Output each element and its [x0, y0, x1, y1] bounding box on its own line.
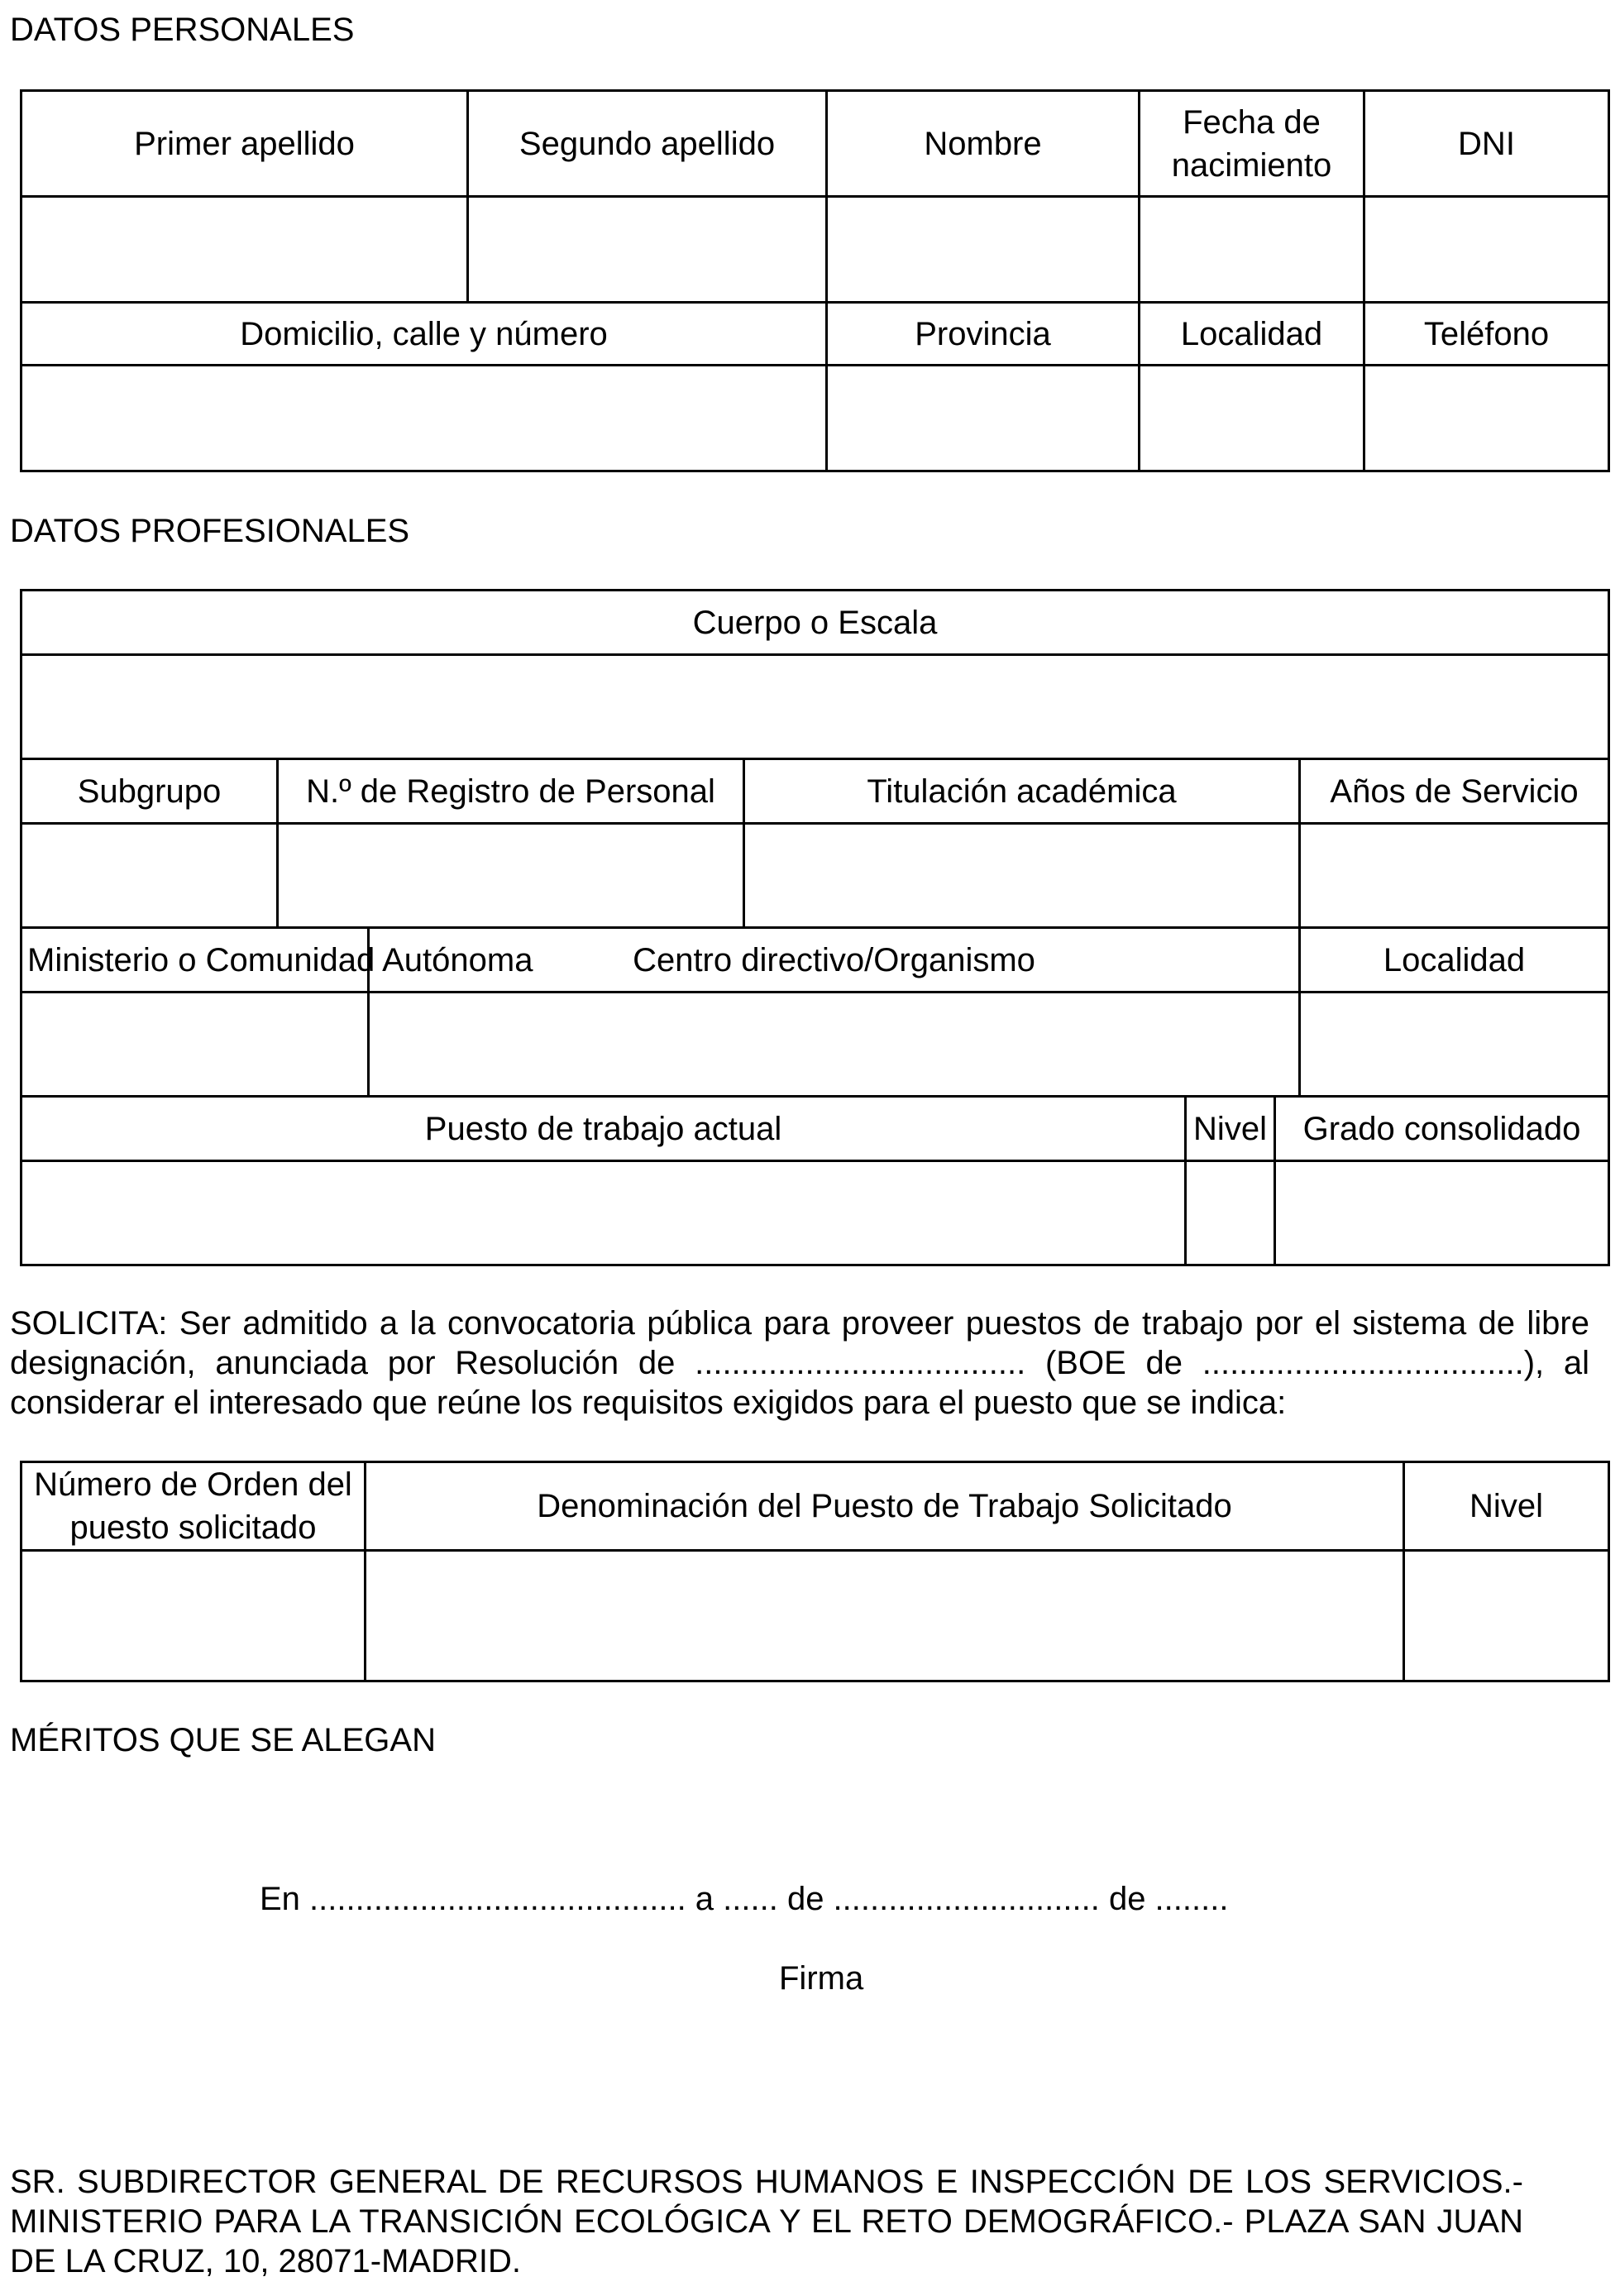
label-primer-apellido: Primer apellido [22, 91, 468, 197]
label-nivel-solicitado: Nivel [1404, 1462, 1609, 1551]
label-anos-servicio: Años de Servicio [1300, 759, 1609, 824]
field-ministerio[interactable] [22, 993, 369, 1097]
place-date-line: En ......................................... a ...... de ............................. de ........ [260, 1881, 1229, 1917]
label-centro-directivo: Centro directivo/Organismo [369, 928, 1300, 993]
field-numero-orden[interactable] [22, 1551, 366, 1681]
label-dni: DNI [1364, 91, 1609, 197]
label-subgrupo: Subgrupo [22, 759, 278, 824]
label-nombre: Nombre [827, 91, 1140, 197]
label-domicilio: Domicilio, calle y número [22, 303, 827, 366]
field-fecha-nacimiento[interactable] [1140, 197, 1364, 303]
field-anos-servicio[interactable] [1300, 824, 1609, 928]
field-centro-directivo[interactable] [369, 993, 1300, 1097]
label-puesto-actual: Puesto de trabajo actual [22, 1097, 1186, 1161]
label-denominacion-puesto: Denominación del Puesto de Trabajo Solicitado [366, 1462, 1404, 1551]
field-telefono[interactable] [1364, 366, 1609, 471]
field-subgrupo[interactable] [22, 824, 278, 928]
field-localidad-personal[interactable] [1140, 366, 1364, 471]
meritos-heading: MÉRITOS QUE SE ALEGAN [10, 1722, 436, 1758]
datos-personales-heading: DATOS PERSONALES [10, 12, 355, 48]
field-registro-personal[interactable] [278, 824, 744, 928]
field-denominacion-puesto[interactable] [366, 1551, 1404, 1681]
field-nivel-solicitado[interactable] [1404, 1551, 1609, 1681]
label-nivel-actual: Nivel [1186, 1097, 1275, 1161]
label-segundo-apellido: Segundo apellido [468, 91, 827, 197]
label-telefono: Teléfono [1364, 303, 1609, 366]
field-primer-apellido[interactable] [22, 197, 468, 303]
label-titulacion: Titulación académica [744, 759, 1300, 824]
label-provincia: Provincia [827, 303, 1140, 366]
label-ministerio: Ministerio o Comunidad Autónoma [22, 928, 369, 993]
field-segundo-apellido[interactable] [468, 197, 827, 303]
field-domicilio[interactable] [22, 366, 827, 471]
puesto-solicitado-table [20, 1461, 1610, 1682]
firma-label: Firma [779, 1960, 864, 1997]
field-titulacion[interactable] [744, 824, 1300, 928]
field-cuerpo-escala[interactable] [22, 655, 1609, 759]
label-localidad-personal: Localidad [1140, 303, 1364, 366]
datos-profesionales-heading: DATOS PROFESIONALES [10, 513, 410, 549]
field-dni[interactable] [1364, 197, 1609, 303]
field-nivel-actual[interactable] [1186, 1161, 1275, 1265]
field-grado-consolidado[interactable] [1275, 1161, 1609, 1265]
solicita-paragraph: SOLICITA: Ser admitido a la convocatoria pública para proveer puestos de trabajo por el sistema de libre designación, anunciada por Resolución de .................................... (BOE de ...................................), al considerar el interesado que reúne los requisitos exigidos para el puesto que se indica: [10, 1305, 1589, 1421]
label-cuerpo-escala: Cuerpo o Escala [22, 591, 1609, 655]
label-grado-consolidado: Grado consolidado [1275, 1097, 1609, 1161]
field-puesto-actual[interactable] [22, 1161, 1186, 1265]
field-nombre[interactable] [827, 197, 1140, 303]
label-localidad-profesional: Localidad [1300, 928, 1609, 993]
datos-profesionales-table [20, 589, 1610, 1266]
datos-personales-table [20, 89, 1610, 472]
label-fecha-nacimiento: Fecha de nacimiento [1140, 91, 1364, 197]
label-numero-orden: Número de Orden del puesto solicitado [22, 1462, 366, 1551]
destinatario-address: SR. SUBDIRECTOR GENERAL DE RECURSOS HUMANOS E INSPECCIÓN DE LOS SERVICIOS.-MINISTERIO PARA LA TRANSICIÓN ECOLÓGICA Y EL RETO DEMOGRÁFICO.- PLAZA SAN JUAN DE LA CRUZ, 10, 28071-MADRID. [10, 2164, 1523, 2279]
field-localidad-profesional[interactable] [1300, 993, 1609, 1097]
field-provincia[interactable] [827, 366, 1140, 471]
label-registro-personal: N.º de Registro de Personal [278, 759, 744, 824]
